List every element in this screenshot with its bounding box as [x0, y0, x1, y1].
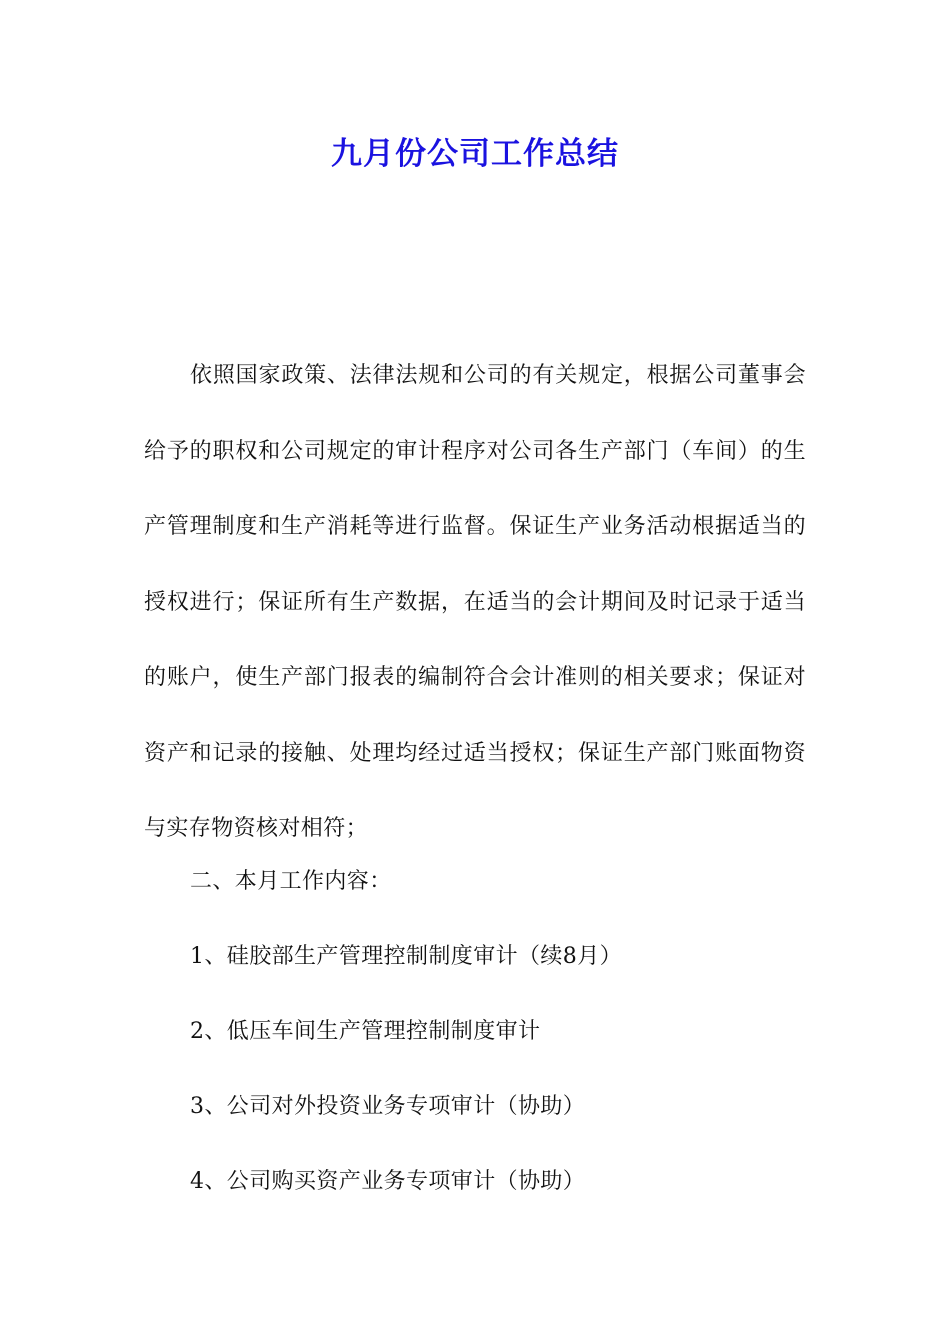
list-item: 4、公司购买资产业务专项审计（协助） — [190, 1169, 586, 1194]
section-heading: 二、本月工作内容： — [190, 869, 392, 894]
body-paragraph: 依照国家政策、法律法规和公司的有关规定，根据公司董事会给予的职权和公司规定的审计程序对公司各生产部门（车间）的生产管理制度和生产消耗等进行监督。保证生产业务活动根据适当的授权进行；保证所有生产数据，在适当的会计期间及时记录于适当的账户，使生产部门报表的编制符合会计准则的相关要求；保证对资产和记录的接触、处理均经过适当授权；保证生产部门账面物资与实存物资核对相符； — [144, 363, 806, 841]
document-title: 九月份公司工作总结 — [331, 136, 619, 172]
list-item: 1、硅胶部生产管理控制制度审计（续8月） — [190, 944, 622, 969]
list-item: 2、低压车间生产管理控制制度审计 — [190, 1019, 541, 1044]
list-item: 3、公司对外投资业务专项审计（协助） — [190, 1094, 586, 1119]
